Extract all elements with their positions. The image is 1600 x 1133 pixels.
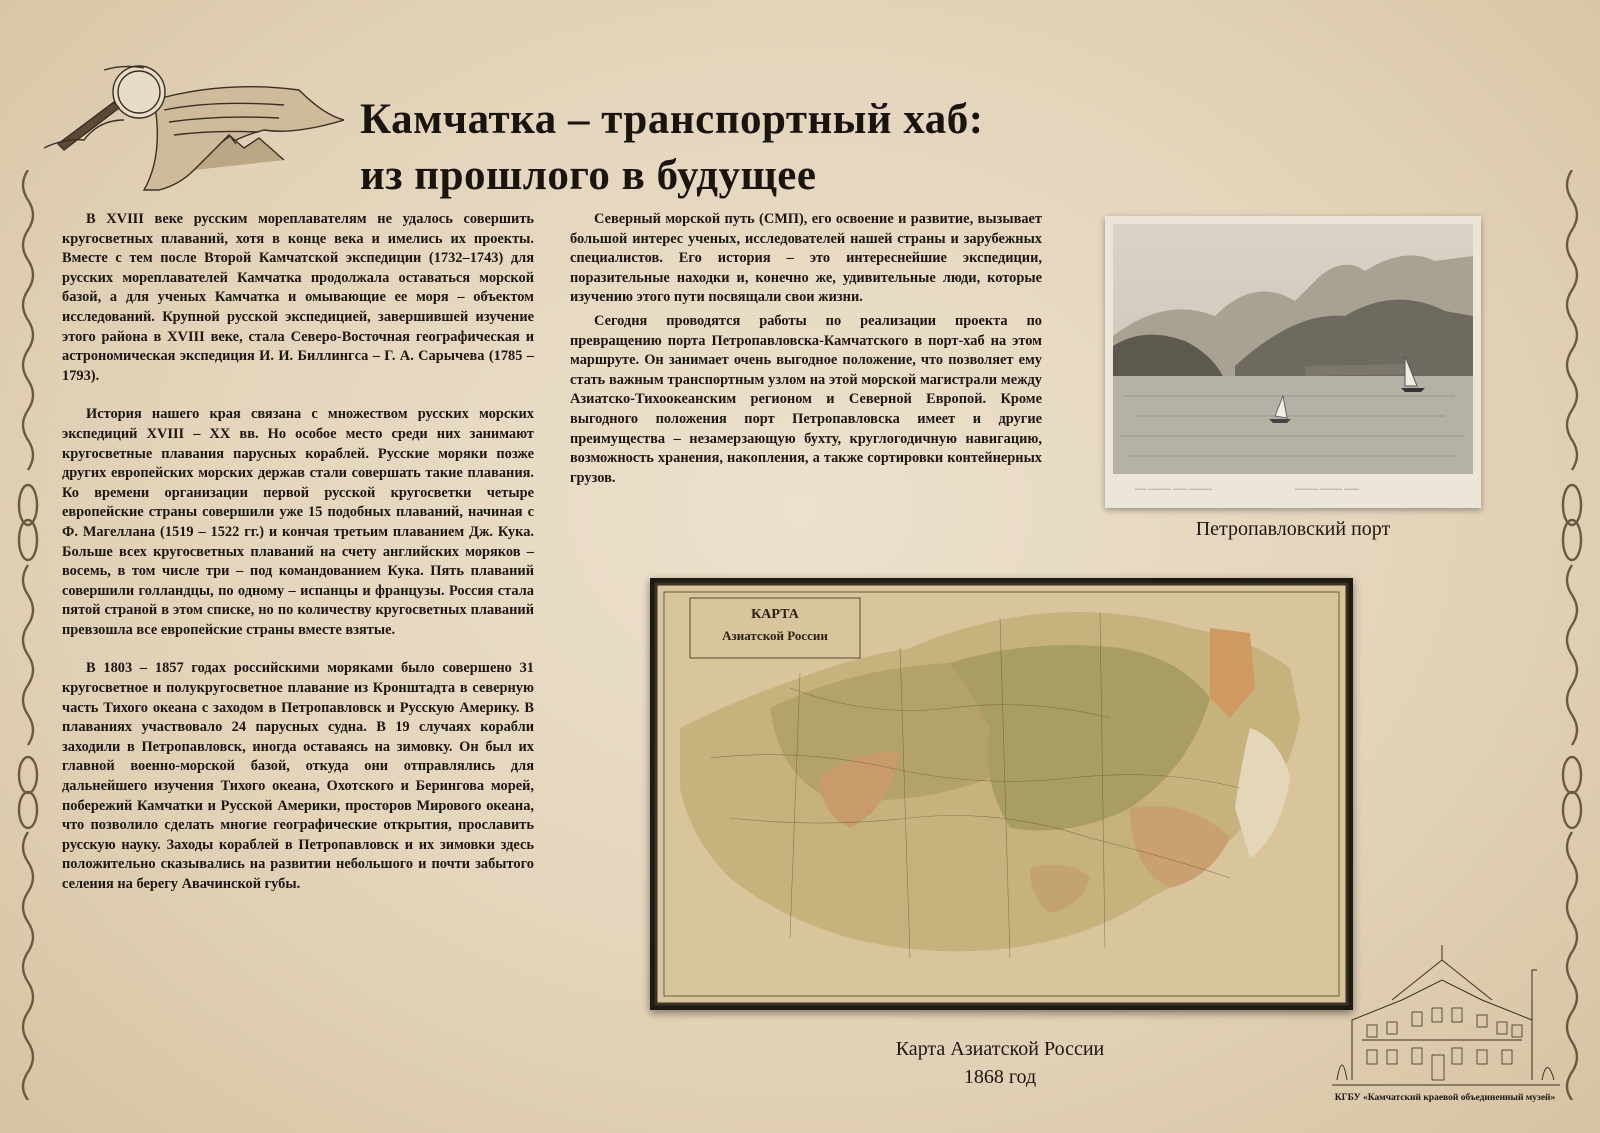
port-caption: Петропавловский порт bbox=[1195, 518, 1391, 540]
magnifier-volcano-map-icon bbox=[44, 60, 344, 195]
paragraph: Северный морской путь (СМП), его освоение и развитие, вызывает большой интерес ученых, исследователей нашей страны и зарубежных специалистов. Его история – это интереснейшие экспедиции, поразительные находки и, конечно же, удивительные люди, которые изучению этого пути посвящали свои жизни. bbox=[570, 211, 1042, 306]
page-title bbox=[360, 92, 1260, 204]
middle-text-column bbox=[570, 210, 1042, 492]
museum-name: КГБУ «Камчатский краевой объединенный музей» bbox=[1334, 1093, 1556, 1103]
map-caption-title: Карта Азиатской России bbox=[895, 1038, 1105, 1060]
paragraph: В XVIII веке русским мореплавателям не удалось совершить кругосветных плаваний, хотя в конце века и имелись их проекты. Вместе с тем после Второй Камчатской экспедиции (1732–1743) для русских мореплавателей Камчатка продолжала оставаться морской базой, а для ученых Камчатка и омывающие ее моря – объектом исследований. Крупной русской экспедицией, завершившей изучение этого района в XVIII веке, стала Северо-Восточная географическая и астрономическая экспедиция И. И. Биллингса – Г. А. Сарычева (1785 – 1793). bbox=[62, 211, 534, 384]
left-text-column bbox=[62, 210, 534, 914]
map-caption bbox=[650, 1035, 1350, 1091]
map-title-line-1: КАРТА bbox=[751, 607, 799, 622]
paragraph: В 1803 – 1857 годах российскими моряками было совершено 31 кругосветное и полукругосветное плавание из Кронштадта в северную часть Тихого океана с заходом в Петропавловск и Русскую Америку. В плаваниях участвовало 24 парусных судна. В 19 случаях корабли заходили в Петропавловск, иногда оставаясь на зимовку. Он был их главной военно-морской базой, откуда они отправлялись для дальнейшего изучения Тихого океана, Охотского и Берингова морей, побережий Камчатки и Русской Америки, просторов Мирового океана, что позволило сделать многие географические открытия, прославить русскую науку. Заходы кораблей в Петропавловск и их зимовки здесь положительно сказывались на развитии небольшого и почти забытого селения на берегу Авачинской губы. bbox=[62, 660, 534, 892]
map-image bbox=[650, 578, 1353, 1010]
svg-text:~~~ ~~~~~~ ~~~~ ~~~~~~: ~~~ ~~~~~~ ~~~~ ~~~~~~ bbox=[1135, 486, 1213, 494]
rope-knot-border-icon bbox=[1558, 170, 1586, 1100]
antique-map-icon bbox=[650, 578, 1353, 1010]
paragraph: Сегодня проводятся работы по реализации проекта по превращению порта Петропавловска-Камчатского в порт-хаб на этом маршруте. Он занимает очень выгодное положение, что позволяет ему стать важным транспортным узлом на этой морской магистрали между Азиатско-Тихоокеанским регионом и Северной Европой. Кроме выгодного положения порт Петропавловска имеет и другие преимущества – незамерзающую бухту, круглогодичную навигацию, возможность хранения, накопления, а также сортировки контейнерных грузов. bbox=[570, 312, 1042, 486]
title-line-2: из прошлого в будущее bbox=[360, 152, 817, 199]
title-line-1: Камчатка – транспортный хаб: bbox=[360, 96, 984, 143]
map-caption-year: 1868 год bbox=[963, 1066, 1037, 1088]
rope-knot-border-icon bbox=[14, 170, 42, 1100]
harbor-engraving-icon bbox=[1105, 216, 1481, 508]
paragraph: История нашего края связана с множеством русских морских экспедиций XVIII – XX вв. Но особое место среди них занимают кругосветные плавания парусных кораблей. Русские моряки позже других европейских морских держав стали совершать такие плавания. Ко времени организации первой русской кругосветки четыре европейские страны совершили уже 15 подобных плаваний, начиная с Ф. Магеллана (1519 – 1522 гг.) и кончая третьим плаванием Дж. Кука. Больше всех кругосветных плаваний на счету английских моряков – восемь, в том числе три – под командованием Кука. Пять плаваний совершили голландцы, по одному – испанцы и французы. Россия стала пятой страной в этом списке, но по количеству кругосветных плаваний превзошла все европейские страны вместе взятые. bbox=[62, 406, 534, 638]
map-title-line-2: Азиатской России bbox=[722, 628, 828, 643]
svg-text:~~~~~~ ~~~~~~ ~~~~: ~~~~~~ ~~~~~~ ~~~~ bbox=[1295, 486, 1360, 494]
port-image bbox=[1105, 216, 1481, 508]
museum-building-icon bbox=[1332, 940, 1560, 1090]
